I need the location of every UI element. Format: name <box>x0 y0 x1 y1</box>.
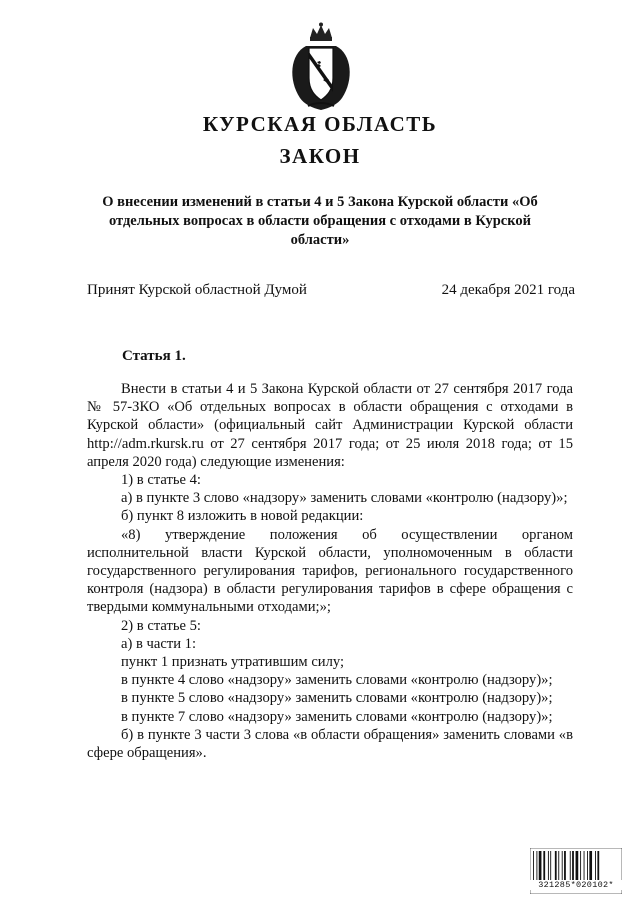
document-type-title: ЗАКОН <box>279 144 361 168</box>
barcode-bar <box>558 851 559 881</box>
article-paragraph: 1) в статье 4: <box>121 472 201 489</box>
article-paragraph: пункт 1 признать утратившим силу; <box>121 654 345 671</box>
article-paragraph: в пункте 5 слово «надзору» заменить словами «контролю (надзору)»; <box>121 690 553 707</box>
barcode-bar <box>584 851 585 881</box>
article-paragraph: а) в пункте 3 слово «надзору» заменить словами «контролю (надзору)»; <box>121 490 568 507</box>
law-subject-title: О внесении изменений в статьи 4 и 5 Закона Курской области «Об отдельных вопросах в области обращения с отходами в Курской области» <box>102 194 538 248</box>
adoption-date: 24 декабря 2021 года <box>441 282 575 298</box>
barcode-bar <box>570 851 571 881</box>
barcode-bar <box>539 851 542 881</box>
article-body <box>87 380 573 762</box>
barcode-bar <box>548 851 549 881</box>
article-paragraph: «8) утверждение положения об осуществлении органом исполнительной власти Курской области, уполномоченным в области государственного регулирования тарифов, регионального государственного контроля (надзора) в области регулирования тарифов в сфере обращения с твердыми коммунальными отходами;»; <box>87 526 573 616</box>
barcode-number: 321285*020102* <box>530 880 622 890</box>
article-paragraph: б) в пункте 3 части 3 слова «в области обращения» заменить словами «в сфере обращения». <box>87 726 573 762</box>
barcode-bar <box>536 851 537 881</box>
barcode-bar <box>597 851 599 881</box>
article-paragraph: в пункте 4 слово «надзору» заменить словами «контролю (надзору)»; <box>121 672 553 689</box>
barcode-bar <box>580 851 581 881</box>
article-paragraph: б) пункт 8 изложить в новой редакции: <box>121 508 364 525</box>
article-paragraph: а) в части 1: <box>121 635 197 652</box>
barcode-bar <box>587 851 588 881</box>
barcode-bar <box>562 851 563 881</box>
adopted-by-text: Принят Курской областной Думой <box>87 282 307 298</box>
coat-of-arms-emblem <box>286 22 356 112</box>
barcode-bar <box>533 851 534 881</box>
article-paragraph: 2) в статье 5: <box>121 617 201 634</box>
barcode-bar <box>564 851 566 881</box>
adoption-line <box>87 282 575 299</box>
barcode-bar <box>576 851 579 881</box>
barcode-bar <box>595 851 596 881</box>
barcode-bar <box>555 851 557 881</box>
article-heading: Статья 1. <box>122 348 186 364</box>
barcode-bar <box>550 851 551 881</box>
barcode-bar <box>543 851 545 881</box>
article-paragraph: Внести в статьи 4 и 5 Закона Курской области от 27 сентября 2017 года № 57-ЗКО «Об отдельных вопросах в области обращения с отходами в Курской области» (официальный сайт Администрации Курской области http://adm.rkursk.ru от 27 сентября 2017 года; от 25 июля 2018 года; от 15 апреля 2020 года) следующие изменения: <box>87 381 573 470</box>
barcode-bar <box>589 851 592 881</box>
barcode-bar <box>572 851 574 881</box>
article-paragraph: в пункте 7 слово «надзору» заменить словами «контролю (надзору)»; <box>121 708 553 725</box>
region-title: КУРСКАЯ ОБЛАСТЬ <box>202 112 438 136</box>
